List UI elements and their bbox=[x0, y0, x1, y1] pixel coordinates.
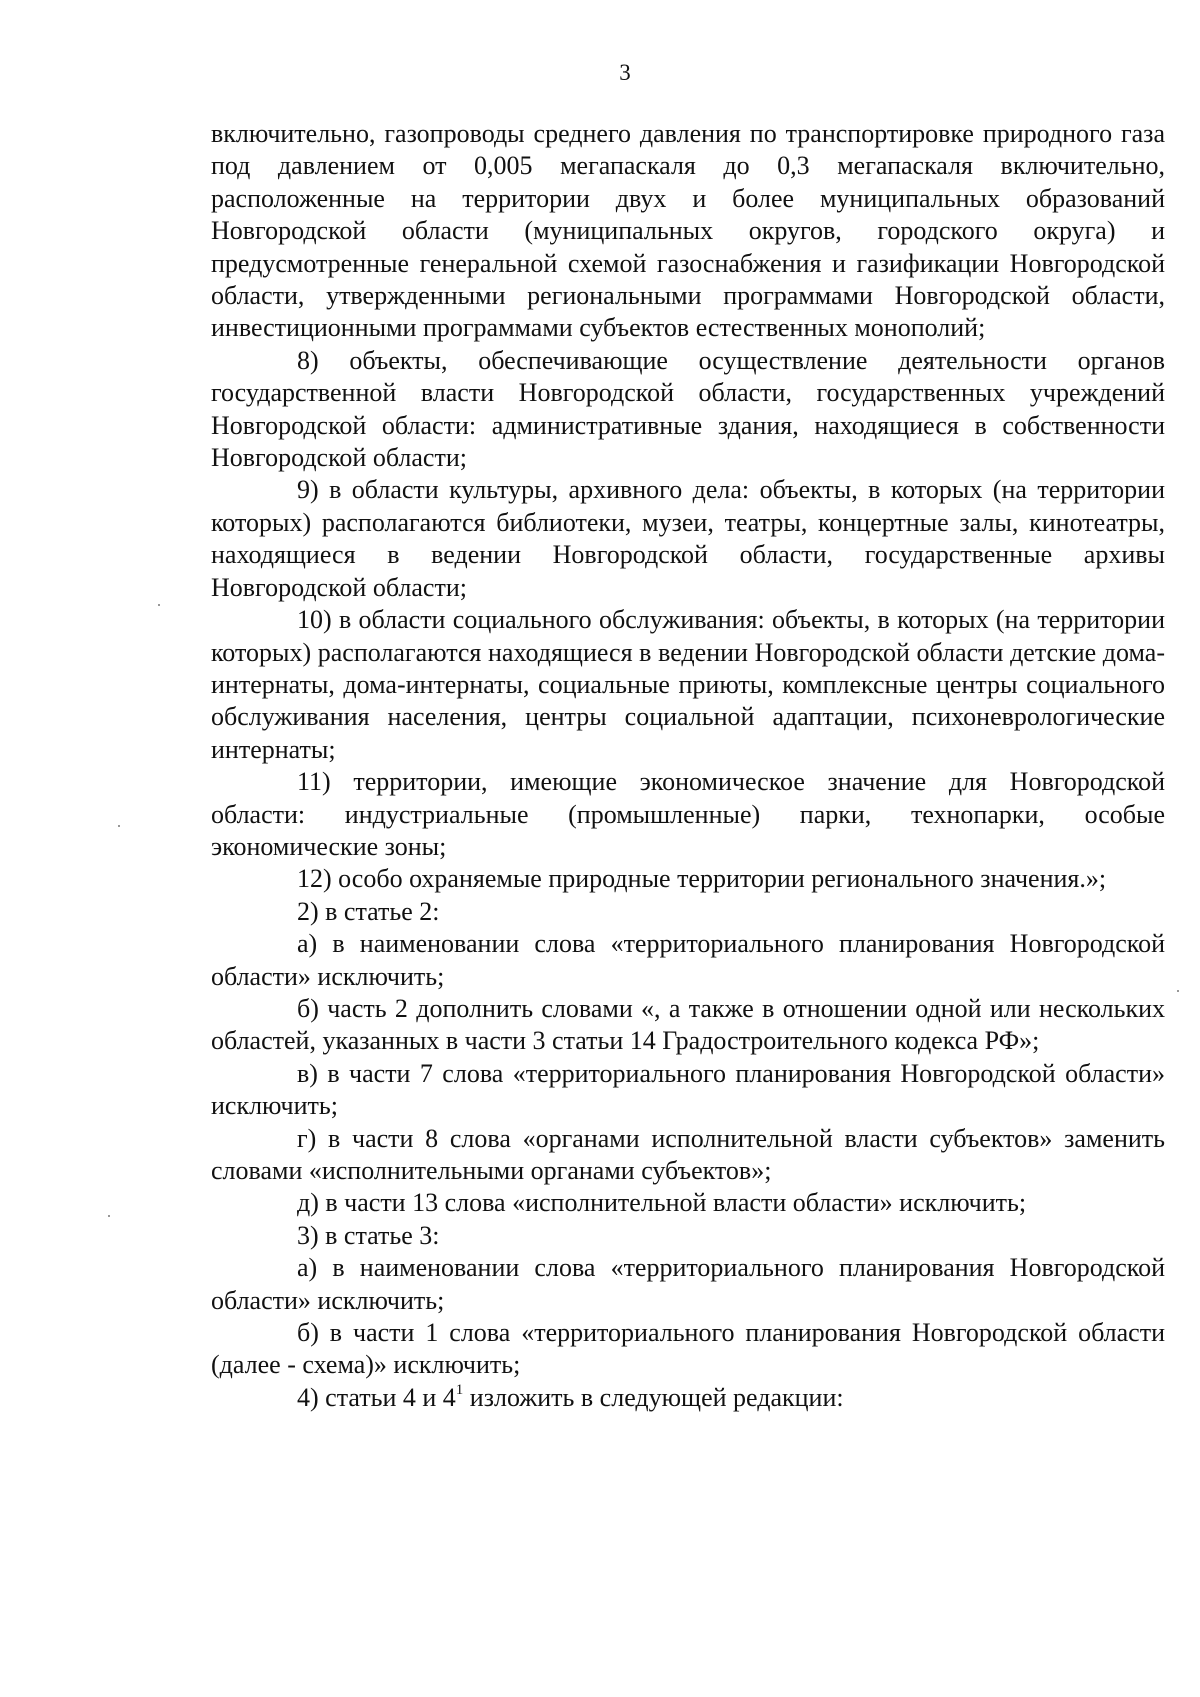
scan-speck bbox=[108, 1215, 110, 1217]
document-body bbox=[211, 118, 1165, 1414]
paragraph-item-4-text-end: изложить в следующей редакции: bbox=[463, 1382, 844, 1412]
paragraph-item-8: 8) объекты, обеспечивающие осуществление деятельности органов государственной власти Новгородской области, государственных учреждений Новгородской области: административные здания, находящиеся в собственности Новгородской области; bbox=[211, 345, 1165, 473]
paragraph-gas-pipelines: включительно, газопроводы среднего давления по транспортировке природного газа под давлением от 0,005 мегапаскаля до 0,3 мегапаскаля включительно, расположенные на территории двух и более муниципальных образований Новгородской области (муниципальных округов, городского округа) и предусмотренные генеральной схемой газоснабжения и газификации Новгородской области, утвержденными региональными программами Новгородской области, инвестиционными программами субъектов естественных монополий; bbox=[211, 119, 1165, 343]
paragraph-article-3-b: б) в части 1 слова «территориального планирования Новгородской области (далее - схема)» исключить; bbox=[211, 1318, 1165, 1380]
paragraph-article-3-a: а) в наименовании слова «территориального планирования Новгородской области» исключить; bbox=[211, 1253, 1165, 1315]
paragraph-item-11: 11) территории, имеющие экономическое значение для Новгородской области: индустриальные (промышленные) парки, технопарки, особые экономические зоны; bbox=[211, 767, 1165, 861]
paragraph-article-3: 3) в статье 3: bbox=[297, 1220, 440, 1250]
page-number: 3 bbox=[619, 60, 631, 85]
scan-speck bbox=[118, 825, 120, 827]
paragraph-article-2-a: а) в наименовании слова «территориального планирования Новгородской области» исключить; bbox=[211, 929, 1165, 991]
paragraph-item-12: 12) особо охраняемые природные территории регионального значения.»; bbox=[297, 864, 1107, 894]
paragraph-item-4 bbox=[211, 1382, 1165, 1414]
paragraph-article-2-v: в) в части 7 слова «территориального планирования Новгородской области» исключить; bbox=[211, 1058, 1165, 1121]
paragraph-item-4-text: 4) статьи 4 и 4 bbox=[297, 1382, 456, 1412]
superscript-marker: 1 bbox=[455, 1382, 464, 1399]
paragraph-article-2-g: г) в части 8 слова «органами исполнительной власти субъектов» заменить словами «исполнительными органами субъектов»; bbox=[211, 1123, 1165, 1185]
scan-speck bbox=[1177, 990, 1179, 992]
paragraph-article-2-b: б) часть 2 дополнить словами «, а также в отношении одной или нескольких областей, указанных в части 3 статьи 14 Градостроительного кодекса РФ»; bbox=[211, 993, 1165, 1056]
paragraph-item-10: 10) в области социального обслуживания: объекты, в которых (на территории которых) располагаются находящиеся в ведении Новгородской области детские дома-интернаты, дома-интернаты, социальные приюты, комплексные центры социального обслуживания населения, центры социальной адаптации, психоневрологические интернаты; bbox=[211, 605, 1165, 764]
paragraph-item-9: 9) в области культуры, архивного дела: объекты, в которых (на территории которых) располагаются библиотеки, музеи, театры, концертные залы, кинотеатры, находящиеся в ведении Новгородской области, государственные архивы Новгородской области; bbox=[211, 475, 1165, 602]
paragraph-article-2: 2) в статье 2: bbox=[297, 896, 440, 926]
paragraph-article-2-d: д) в части 13 слова «исполнительной власти области» исключить; bbox=[297, 1188, 1027, 1218]
scan-speck bbox=[158, 604, 160, 606]
